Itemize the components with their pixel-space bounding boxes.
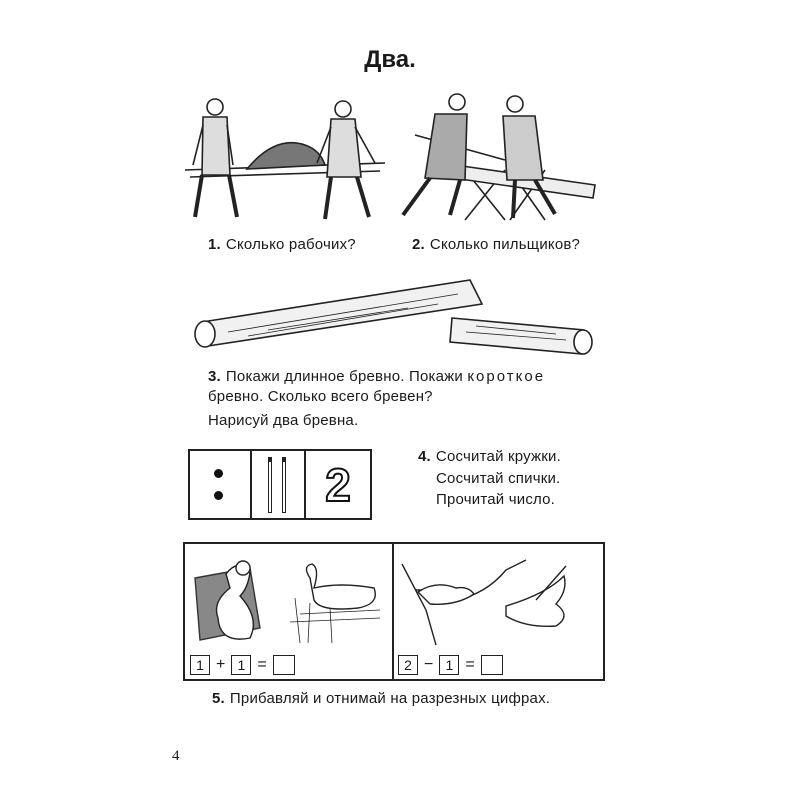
- digit-tile: 1: [439, 655, 459, 675]
- matches-cell: [252, 451, 306, 518]
- digit-tile: 1: [190, 655, 210, 675]
- question-1: 1. Сколько рабочих?: [208, 236, 356, 253]
- geese-illustration: [190, 548, 390, 648]
- number-card: [188, 449, 372, 520]
- question-5: 5. Прибавляй и отнимай на разрезных цифрах.: [212, 690, 551, 707]
- equals-sign: =: [257, 656, 267, 673]
- right-equation: [398, 654, 503, 676]
- digit-tile: 2: [398, 655, 418, 675]
- left-equation: [190, 654, 295, 676]
- match-icon: [268, 457, 272, 513]
- birds-illustration: [396, 550, 601, 650]
- digit-tile: 1: [231, 655, 251, 675]
- empty-answer-box: [481, 655, 503, 675]
- dot: [214, 469, 223, 478]
- question-3-line-2: бревно. Сколько всего бревен?: [208, 388, 433, 405]
- page-number: 4: [172, 748, 180, 764]
- question-3-line-3: Нарисуй два бревна.: [208, 412, 359, 429]
- match-icon: [282, 457, 286, 513]
- short-log-illustration: [446, 304, 596, 359]
- sawyers-illustration: [395, 90, 600, 225]
- question-4-line-3: Прочитай число.: [436, 491, 556, 508]
- card-digit: 2: [325, 458, 351, 511]
- panel-divider: [392, 544, 394, 679]
- long-log-illustration: [188, 272, 488, 352]
- minus-sign: −: [424, 656, 434, 673]
- question-4-line-1: 4. Сосчитай кружки.: [418, 448, 561, 465]
- equals-sign: =: [465, 656, 475, 673]
- workers-carrying-illustration: [185, 95, 390, 230]
- page-title: Два.: [364, 46, 416, 73]
- plus-sign: +: [216, 656, 226, 673]
- question-3-line-1: 3. Покажи длинное бревно. Покажи короткое: [208, 368, 546, 385]
- dot: [214, 491, 223, 500]
- dots-cell: [190, 451, 252, 518]
- question-4-line-2: Сосчитай спички.: [436, 470, 561, 487]
- digit-cell: [306, 451, 370, 518]
- question-2: 2. Сколько пильщиков?: [412, 236, 581, 253]
- empty-answer-box: [273, 655, 295, 675]
